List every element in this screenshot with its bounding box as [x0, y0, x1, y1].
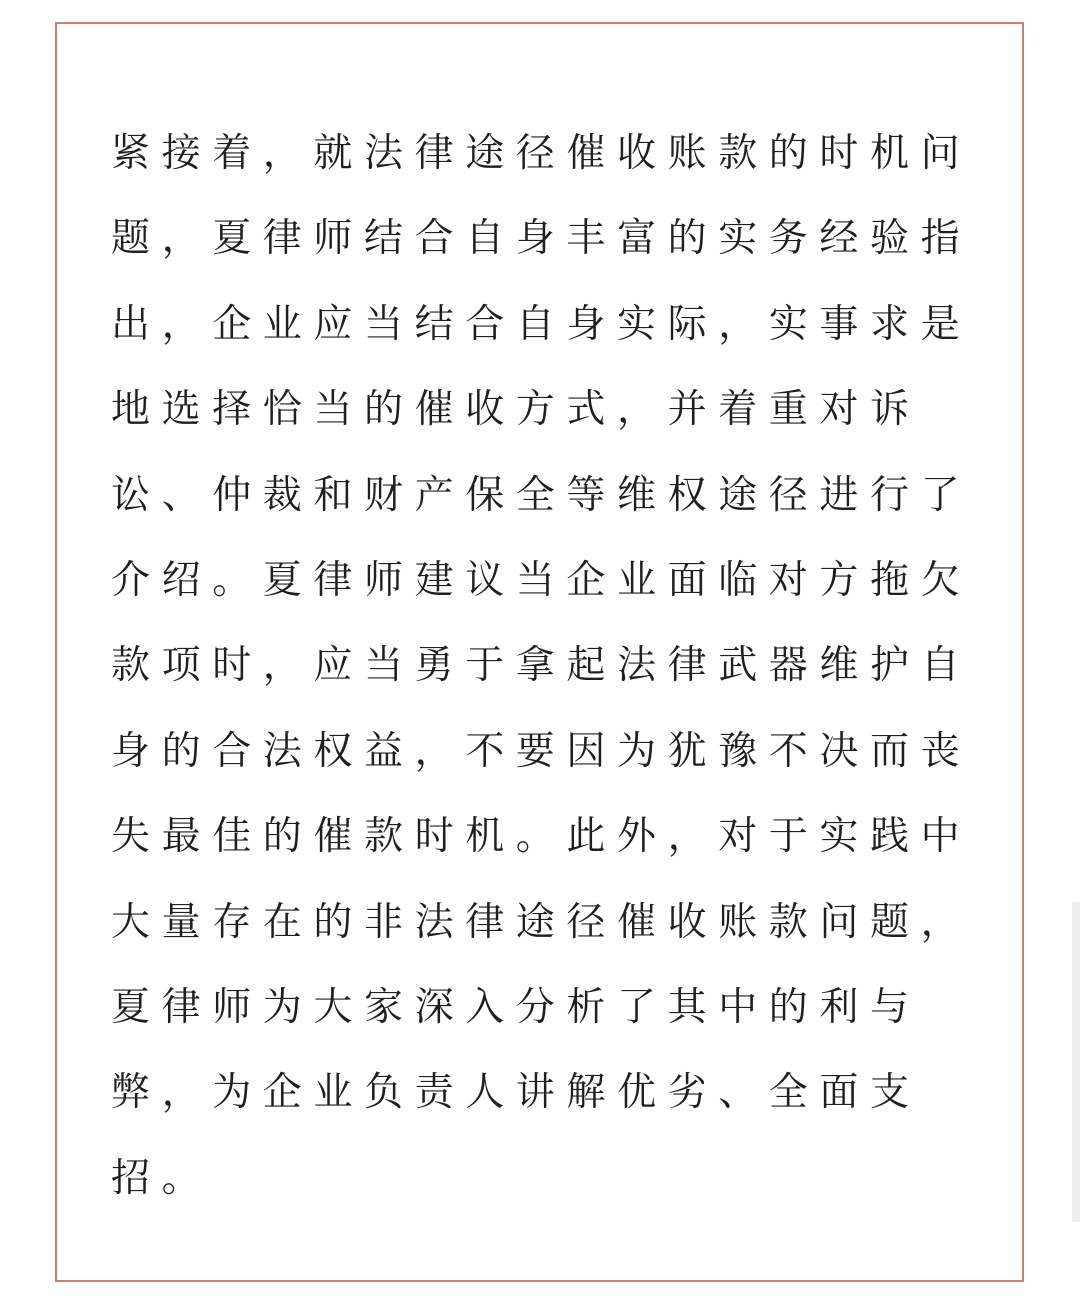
article-line-2: 题，夏律师结合自身丰富的实务经验指: [111, 216, 972, 262]
article-line-11: 夏律师为大家深入分析了其中的利与: [111, 984, 921, 1030]
scrollbar[interactable]: [1072, 902, 1080, 1222]
article-line-3: 出，企业应当结合自身实际，实事求是: [111, 301, 972, 347]
article-line-5: 讼、仲裁和财产保全等维权途径进行了: [111, 472, 972, 518]
article-line-13: 招。: [111, 1155, 213, 1201]
article-body: [111, 118, 991, 1228]
article-line-12: 弊，为企业负责人讲解优劣、全面支: [111, 1070, 921, 1116]
article-line-7: 款项时，应当勇于拿起法律武器维护自: [111, 643, 972, 689]
article-line-6: 介绍。夏律师建议当企业面临对方拖欠: [111, 557, 972, 603]
article-line-4: 地选择恰当的催收方式，并着重对诉: [111, 387, 921, 433]
article-line-1: 紧接着，就法律途径催收账款的时机问: [111, 131, 972, 176]
article-line-10: 大量存在的非法律途径催收账款问题，: [111, 899, 972, 945]
article-line-9: 失最佳的催款时机。此外，对于实践中: [111, 814, 972, 860]
article-line-8: 身的合法权益，不要因为犹豫不决而丧: [111, 728, 972, 774]
